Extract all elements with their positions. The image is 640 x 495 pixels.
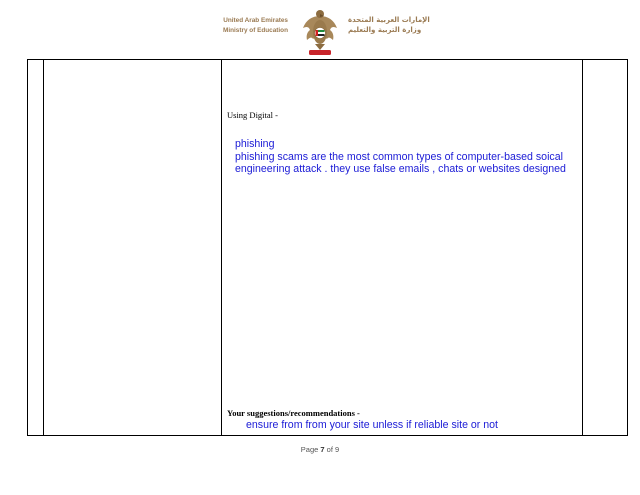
suggestions-answer: ensure from from your site unless if reliable site or not xyxy=(246,419,498,431)
header-arabic-text xyxy=(348,15,430,35)
page-current: 7 xyxy=(320,445,325,454)
header-english-text xyxy=(223,16,288,36)
answer-line: phishing xyxy=(235,138,275,150)
answer-line: engineering attack . they use false emails , chats or websites designed xyxy=(235,163,566,176)
page-total: 9 xyxy=(335,445,340,454)
table-column-divider-2 xyxy=(221,59,222,436)
answer-text-block xyxy=(235,138,566,176)
header-ministry-name-arabic: وزارة التربية والتعليم xyxy=(348,26,422,34)
uae-falcon-emblem-icon xyxy=(300,6,340,58)
header-country-name: United Arab Emirates xyxy=(223,17,288,24)
suggestions-label: Your suggestions/recommendations - xyxy=(227,408,360,418)
table-left-border xyxy=(27,59,28,436)
document-header xyxy=(0,0,640,60)
table-top-border xyxy=(27,59,628,60)
table-bottom-border xyxy=(27,435,628,436)
page-prefix: Page xyxy=(300,445,319,454)
page-number-footer xyxy=(0,445,640,454)
header-ministry-name: Ministry of Education xyxy=(223,27,288,34)
table-column-divider-3 xyxy=(582,59,583,436)
page-of: of xyxy=(326,445,333,454)
table-right-border xyxy=(627,59,628,436)
header-country-name-arabic: الإمارات العربية المتحدة xyxy=(348,16,430,24)
table-column-divider-1 xyxy=(43,59,44,436)
section-label-using-digital: Using Digital - xyxy=(227,110,278,120)
answer-line: phishing scams are the most common types of computer-based soical xyxy=(235,150,563,163)
